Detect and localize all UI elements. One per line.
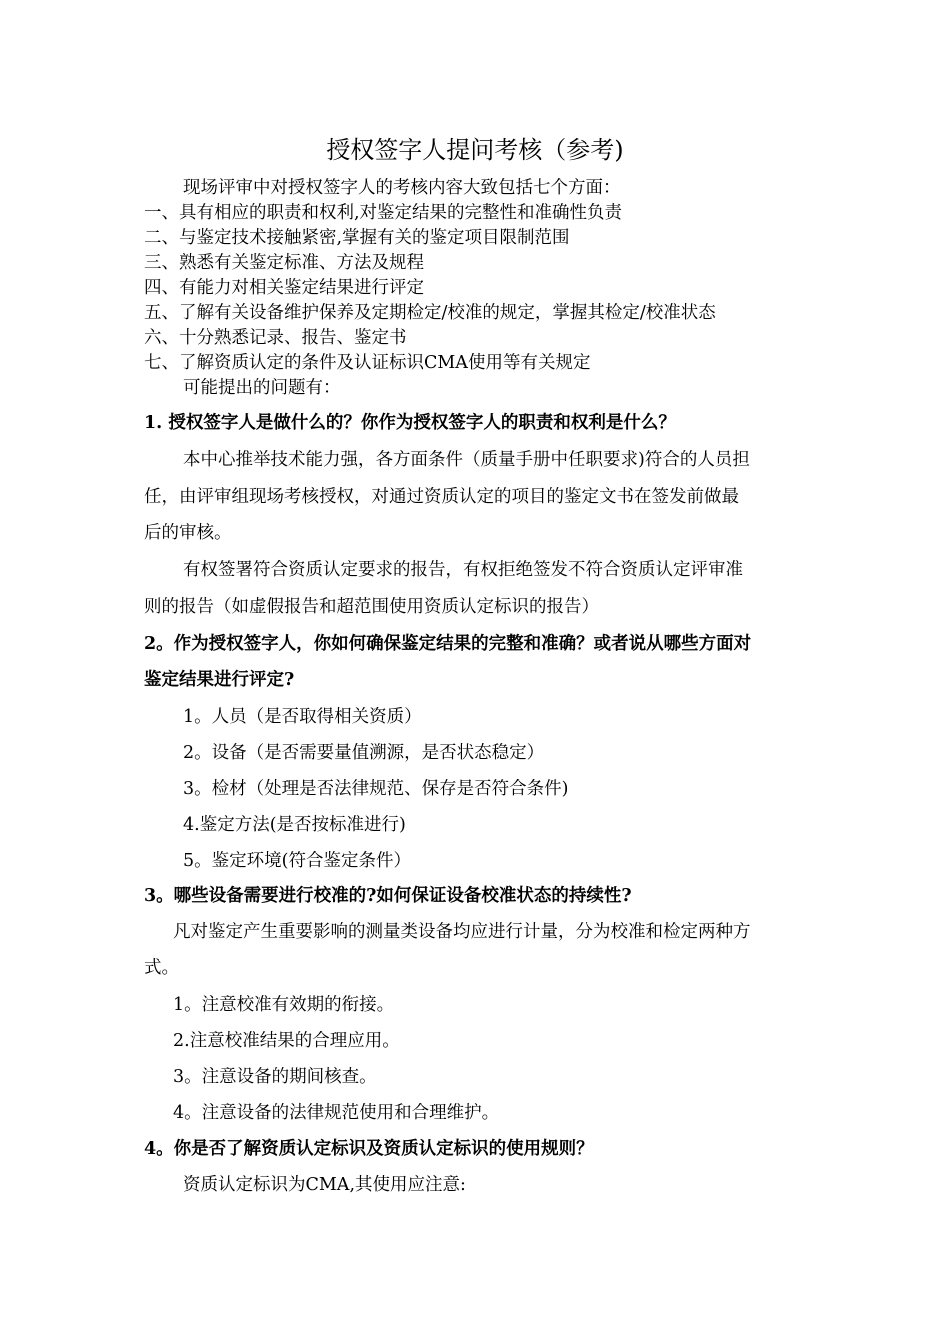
question-heading-3: 3。哪些设备需要进行校准的?如何保证设备校准状态的持续性? xyxy=(144,886,632,906)
answer-line: 凡对鉴定产生重要影响的测量类设备均应进行计量，分为校准和检定两种方 xyxy=(173,922,751,942)
answer-line: 后的审核。 xyxy=(144,523,232,543)
list-item: 2。设备（是否需要量值溯源，是否状态稳定） xyxy=(183,743,545,763)
list-item: 1。注意校准有效期的衔接。 xyxy=(173,995,395,1015)
question-heading-2: 2。作为授权签字人，你如何确保鉴定结果的完整和准确？或者说从哪些方面对 xyxy=(144,634,752,654)
answer-line: 则的报告（如虚假报告和超范围使用资质认定标识的报告） xyxy=(144,597,599,617)
list-item: 4。注意设备的法律规范使用和合理维护。 xyxy=(173,1103,500,1123)
list-item: 1。人员（是否取得相关资质） xyxy=(183,707,422,727)
aspect-item: 一、具有相应的职责和权利,对鉴定结果的完整性和准确性负责 xyxy=(144,203,623,223)
aspect-item: 五、了解有关设备维护保养及定期检定/校准的规定，掌握其检定/校准状态 xyxy=(144,303,716,323)
list-item: 5。鉴定环境(符合鉴定条件） xyxy=(183,851,411,871)
list-item: 2.注意校准结果的合理应用。 xyxy=(173,1031,400,1051)
list-item: 4.鉴定方法(是否按标准进行) xyxy=(183,815,406,835)
list-item: 3。检材（处理是否法律规范、保存是否符合条件) xyxy=(183,779,569,799)
aspect-item: 六、十分熟悉记录、报告、鉴定书 xyxy=(144,328,407,348)
answer-line: 式。 xyxy=(144,958,179,978)
aspect-item: 三、熟悉有关鉴定标准、方法及规程 xyxy=(144,253,424,273)
aspect-item: 四、有能力对相关鉴定结果进行评定 xyxy=(144,278,424,298)
intro-paragraph: 现场评审中对授权签字人的考核内容大致包括七个方面： xyxy=(183,178,621,198)
question-heading-1: 1. 授权签字人是做什么的？你作为授权签字人的职责和权利是什么？ xyxy=(144,413,676,433)
aspect-item: 七、了解资质认定的条件及认证标识CMA使用等有关规定 xyxy=(144,353,591,373)
document-title: 授权签字人提问考核（参考) xyxy=(326,136,624,164)
question-heading-2-cont: 鉴定结果进行评定? xyxy=(144,670,295,690)
answer-line: 本中心推举技术能力强，各方面条件（质量手册中任职要求)符合的人员担 xyxy=(183,450,750,470)
questions-intro: 可能提出的问题有： xyxy=(183,378,341,398)
answer-line: 任，由评审组现场考核授权，对通过资质认定的项目的鉴定文书在签发前做最 xyxy=(144,487,739,507)
answer-line: 有权签署符合资质认定要求的报告，有权拒绝签发不符合资质认定评审准 xyxy=(183,560,743,580)
list-item: 3。注意设备的期间核查。 xyxy=(173,1067,377,1087)
question-heading-4: 4。你是否了解资质认定标识及资质认定标识的使用规则？ xyxy=(144,1139,594,1159)
answer-line: 资质认定标识为CMA,其使用应注意: xyxy=(183,1175,466,1195)
aspect-item: 二、与鉴定技术接触紧密,掌握有关的鉴定项目限制范围 xyxy=(144,228,570,248)
